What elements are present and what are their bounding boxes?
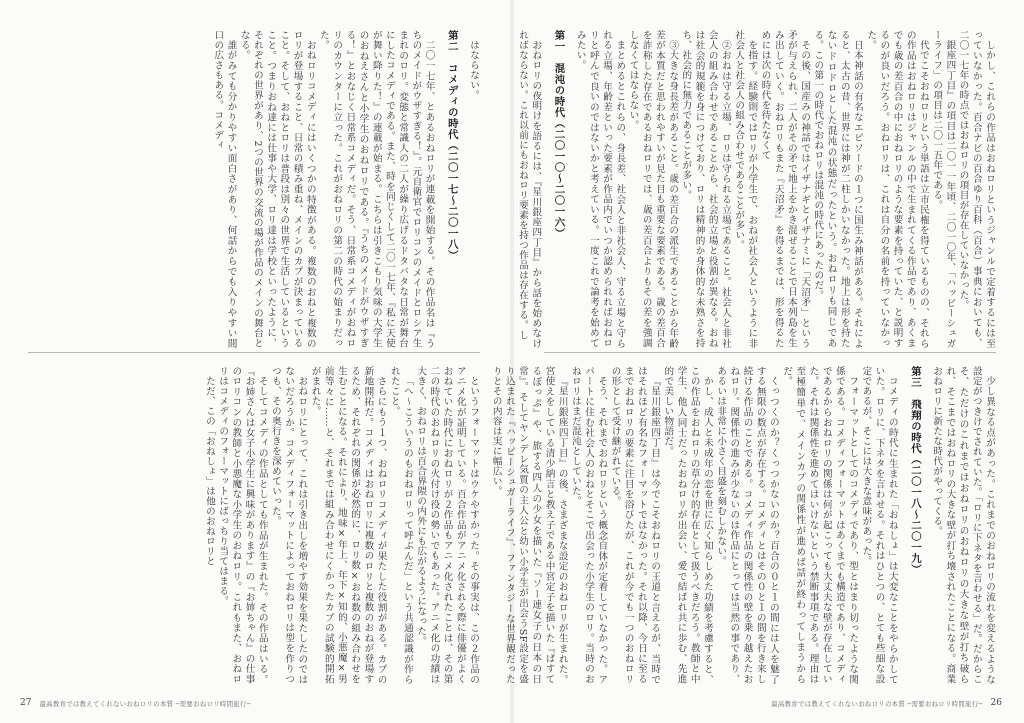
running-head-left: 最高教育では教えてくれないおねロリの本質 ─需要おねロリ時間旅行─: [39, 699, 251, 708]
page-number-left: 27: [20, 698, 32, 708]
paragraph: くっつくのか？くっつかないのか？百合の０と１の間には人を魅了する無限の数点が存在する。コメディとはその０と１の間を行き来し続ける作品のことである。コメディ作品の関係性の壁を乗り越えたおねロリ。関係性の進みが少ないのは作品にとっては当然の事であり、あるいは非常に小さく目盛を刻むしかない。: [715, 366, 779, 684]
paragraph: おねロリの夜明けを語るには、『星川銀座四丁目』から話を始めなければならない。これ以前にもおねロリ要素を持つ作品は存在する。し: [517, 30, 542, 348]
paragraph: 『星川銀座四丁目』は今でこそおねロリの王道と言えるが、当時ではそれほど有名なフォーマットではなかった。それ以降、今日に至るまでおねロリの要素に注目を浴びたが、これが今でも一つのおねロリの形として受け継がれている。: [609, 366, 661, 684]
page-number-right: 26: [990, 698, 1002, 708]
paragraph: というフォーマットはウケやすかった。その事実は、この２作品のアニメ化が証明している。百合作品がアニメ化される際に俳優がよくおねていた時代におねロリが２作品もアニメ化されたことは、その第二の時代のおねロリの火付け役の勢いでもあった。アニメ化の功績は大きく、おねロリは百合界隈の内外にも広がるようになった。: [415, 366, 479, 684]
section-heading: 第一 混沌の時代（二〇一〇～二〇一六）: [552, 30, 565, 239]
paragraph: 『星川銀座四丁目』の後、さまざまな設定のおねロリが生まれた。宮使えをしている清少納言と教え子である中宮定子を描いた『ぱすてるぽっぷ』や、旅する四人の少女を描いた『ソー連女子の日本の日常』。そしてヤンデレ気質の主人公と幼い小学生が出会うSF設定を盛り込まれた『ハッピーシュガーライフ』、ファンタジーな世界観だったりとその内容は実に幅広い。: [490, 366, 568, 684]
paragraph: おねロリコメディにはいくつかの特徴がある。複数のおねと複数のロリが登場すること、日常の積み重ね、メインのカプが決まっていること。そして、おねとロリは普段は別々の世界で生活しているということ。つまりおね達には仕事や大学、ロリ達は学校といったように、それぞれの世界があり、2つの世界の交流の場が作品のメインの舞台となる。: [238, 30, 316, 348]
left-page: [0, 0, 506, 723]
paragraph: 少し異なる点があった。これまでのおねロリの流れを変えるような設定がつきけでされていた。「ロリに下ネタを言わせる」だ。だからこそ、ただけのこれまではおねロリのおねロリの大きな壁が打ち破られ、そこまではおねロリの大きな壁が打ち壊されたことになる。商業おねロリに新たな時代がやってくる。: [931, 366, 995, 684]
paragraph: そしてコメディの作品としても作品が生まれた。その作品はいる。『お姉さんは女子小学生に興味があります』の『お姉ちゃん』の仕事のロリコンの教師と小悪魔な小学生のおねロリ。これもまた、おねロリはコメディのフォーマットにばっちり当てはまる。: [217, 366, 268, 684]
paragraph: さらにもう１つ、おねロリコメディが果たした役割がある。カプの新地開拓だ。コメディはおねロリに複数のロリと複数のおねが登場するため、それぞれの関係が必然的に、ロリ数×おね数の組み合わせを生むことになる。それにより、地味×年上、年下×知的、小悪魔×男前等々に……と、それまでは組み合わせにくかったカプの試験的開拓がまれた。: [309, 366, 387, 684]
paragraph: しかし、これらの作品はおねロリというジャンルで定着するには至っていなかった。百合ナビの百合ゆり百科（百合）事典においても、二〇一七年の時点ではおねロリの項目が存在していなかった。: [957, 30, 995, 348]
paragraph: 二〇一七年、とあるおねロリが連載を開始する。その作品名は『うちのメイドがウザすぎる！』。元自衛官でロリコンのメイドとロシア生まれのロリ。変態と常識人の二人が繰り広げるドタバタな日常が舞台にしたコメディである。また、時を同じくして二〇一七年、『私に天使が舞い降りた！』の連載が始まる。こちらは引きこもり気味の大学生のおねえさんと小学生のおねロリである。『うちのメイドがウザすぎる！』とおなじく日常系コメディだ。そう、日常系コメディがおねロリのカウンターに立った。これがおねロリの第二の時代の始まりだった。: [317, 30, 435, 348]
left-footer: [12, 695, 251, 711]
right-top-tier: [517, 30, 996, 348]
paragraph: まとめるとこれらの、身長差、社会人と非社会人、守る立場と守られる立場、年齢差といった要素が作品内でいつか認められればおねロリと呼んで良いのではないかと考えている。一度これで論考を始めてみたい。: [574, 30, 626, 348]
paragraph: 銀座四丁目』の項目は二〇一一年頃、二〇一〇年、「ハッピーシュガーライフ」の項目は二〇一五年である。: [931, 30, 956, 348]
paragraph: 代でこそおねロリという単語は立市民権を得ているものの、それらの作品はおねロリはジャンルの中で生まれてくる作品であり、あくまでも歳の差百合の中におねロリのような要素を持っていた、と説明するのが良いだろう。おねロリは、これは自分の名前を持っていなかった。: [865, 30, 929, 348]
left-bottom-text: [28, 366, 480, 684]
section-heading: 第三 飛翔の時代（二〇一八～二〇一九）: [908, 366, 921, 575]
left-top-tier: [28, 30, 480, 348]
tier-divider: [544, 352, 996, 353]
paragraph: を指す。経験則ではロリが小学生で、おねが社会人というように非社会人と社会人の組み合わせであることが多い。: [733, 30, 758, 348]
paragraph: 「へ〜こういうのもおねロリって呼ぶんだ」という共通認識が作られたこと。: [388, 366, 413, 684]
right-top-text: [517, 30, 996, 348]
paragraph: ②おねは守る立場、ロリは守られる立場であること。社会人と非社会人の組み合わせであることから、社会的立場と役割が異なる。おねは社会的規範を身につけており、ロリは精神的か身体的な未熟さを持ち、社会的に無力であることが多い。: [680, 30, 731, 348]
paragraph: コメディの時代に生まれた「おねしょ」は大変なことをやらかしていた。ロリに、下ネタを言わせる。それはひとつの、とても些細な設定であるが、そこには大きな意味があった。: [860, 366, 898, 684]
paragraph: フォーマットとしてのコメディであり、型とはまり切ったような関係である。コメディフォーマットはあくまでも構造であり、コメディであるからおねロリの関係は何が起こっても大丈夫な壁が存在していた。それは関係性を進めてはいけないという禁断事項である。理由は至極簡単で、メインカプの関係性が進めば話が終わってしまうからだ。: [781, 366, 859, 684]
paragraph: おねロリにとって、これは引き出しを増やす効果を果たしたのではないだろうか。コメディフォーマットによっておねロリは型を作りつつも、その奥行きを深めていった。: [269, 366, 308, 684]
paragraph: その後、国産みの神話ではイザナギとイザナミに「天沼矛」という矛が与えられ、二人がその矛で地上をかき混ぜることで日本列島を生み出していく。おねロリもまた『天沼矛』を得るまでは、形を得るためには次の時代を待たなくて: [759, 30, 811, 348]
paragraph: そう、それまでおねロリという概念自体が定着していなかった。アパートに住む社会人のおねとそこで出会った小学生のロリ。当時のおねロリはまだ混沌としていた。: [569, 366, 608, 684]
paragraph: 日本神話の有名なエピソードの１つに国生み神話がある。それによると、太古の昔、世界には神が二柱しかいなかった。地上は形を持たないドロドロとした混沌の状態だったという。おねロリも同じである。この第一の時代でおねロリは混沌の時代にあったのだ。: [812, 30, 863, 348]
right-page: [490, 0, 1022, 723]
right-bottom-text: [490, 366, 996, 684]
section-heading: 第二 コメディの時代（二〇一七～二〇一八）: [445, 30, 458, 261]
running-head-right: 最高教育では教えてくれないおねロリの本質 ─需要おねロリ時間旅行─: [771, 699, 983, 708]
right-bottom-tier: [490, 366, 996, 684]
paragraph: ただ、この「おねしょ」は他のおねロリと: [203, 375, 215, 566]
paragraph: 誰がみても分かりやすい面白さがあり、何話からでも入りやすい間口の広さもある。コメディ: [212, 30, 237, 348]
paragraph: ③大きな身長差があること。歳の差百合の派生であることから年齢差が本質だと思われやすいが見た目も重要な要素である。歳の差百合を詐称した存在であるおねロリでは、歳の差百合よりもその差を強調しなくてはならない。: [627, 30, 679, 348]
tier-divider: [28, 352, 480, 353]
left-bottom-tier: [28, 366, 480, 684]
left-top-text: [28, 30, 480, 348]
right-footer: [771, 695, 1010, 711]
paragraph: はならない。: [468, 39, 479, 100]
paragraph: かし、成人と未成年の恋を世に広く知らしめた功績を考慮すると、この作品をおねロリの草分け的存在として扱うべきだろう。教師と中学生、他人同士だったおねロリが出会い、愛で結ばれ共に歩む、先進的で美しい物語だ。: [662, 366, 713, 684]
